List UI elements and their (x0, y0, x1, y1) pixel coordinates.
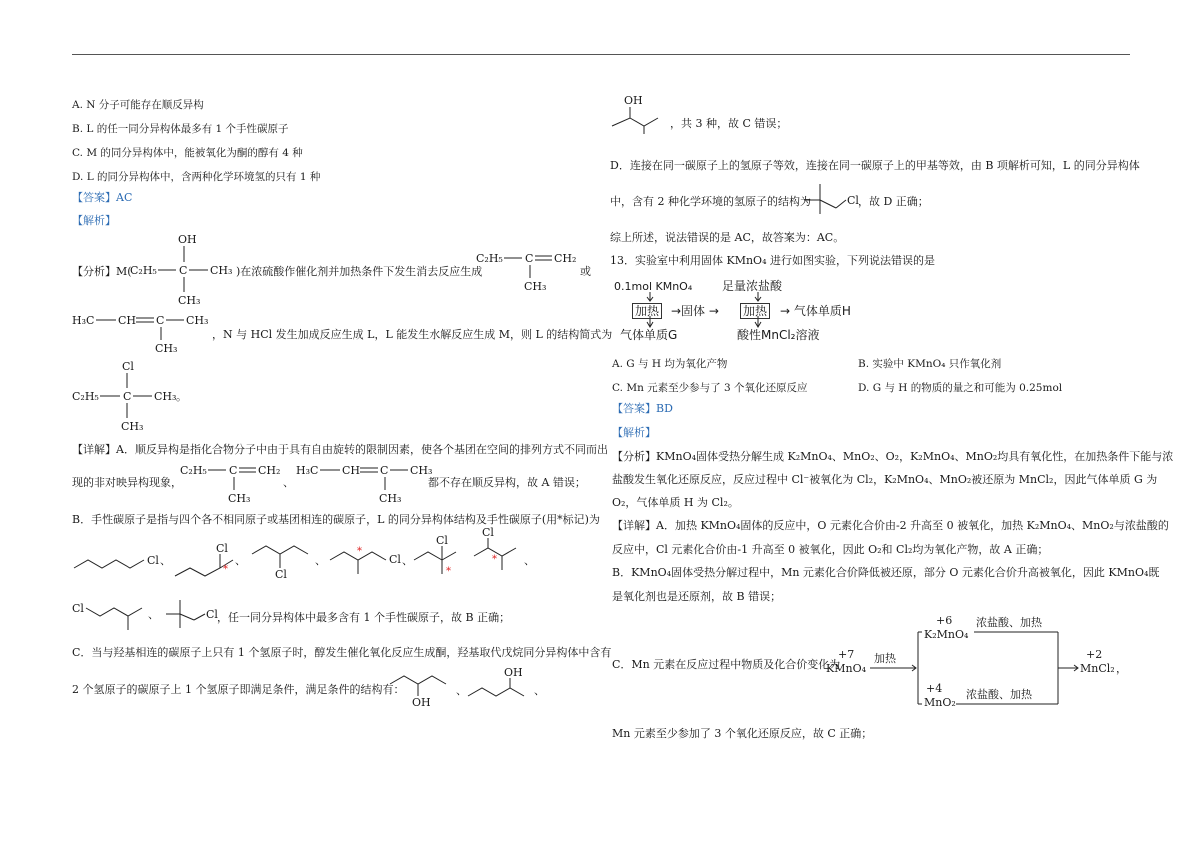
question-13: 13．实验室中利用固体 KMnO₄ 进行如图实验，下列说法错误的是 (610, 254, 935, 267)
svg-text:CH₃: CH₃ (524, 280, 547, 293)
q13-detail-c-prefix: C．Mn 元素在反应过程中物质及化合价变化为 (612, 658, 841, 671)
svg-text:、: 、 (456, 684, 467, 697)
svg-text:Cl: Cl (206, 608, 218, 621)
q13-option-b: B. 实验中 KMnO₄ 只作氧化剂 (858, 358, 1002, 370)
svg-text:、: 、 (235, 554, 246, 567)
flow-solution: 酸性MnCl₂溶液 (737, 328, 820, 342)
fenxi-tail: ，N 与 HCl 发生加成反应生成 L，L 能发生水解反应生成 M，则 L 的结构简式为 (212, 328, 613, 341)
structure-n1-small (178, 458, 288, 508)
q13-detail-a2: 反应中，Cl 元素化合价由-1 升高至 0 被氧化，因此 O₂和 Cl₂均为氧化产物，故 A 正确； (612, 543, 1049, 556)
structure-n1 (474, 244, 584, 294)
svg-text:CH₃: CH₃ (154, 390, 177, 403)
option-c: C. M 的同分异构体中，能被氧化为酮的醇有 4 种 (72, 147, 303, 159)
option-b: B. L 的任一同分异构体最多有 1 个手性碳原子 (72, 123, 289, 135)
alcohol-structure-3 (610, 92, 670, 134)
svg-text:，: ， (1116, 662, 1127, 675)
svg-text:Cl: Cl (389, 553, 401, 566)
svg-text:CH₃: CH₃ (228, 492, 251, 505)
flow-gas-h: → 气体单质H (780, 304, 851, 318)
svg-text:、: 、 (315, 554, 326, 567)
detail-b-line1: B．手性碳原子是指与四个各不相同原子或基团相连的碳原子，L 的同分异构体结构及手性碳原子(用*标记)为 (72, 513, 600, 526)
svg-text:CH₃: CH₃ (379, 492, 402, 505)
svg-text:浓盐酸、加热: 浓盐酸、加热 (966, 688, 1032, 701)
q13-detail-b1: B．KMnO₄固体受热分解过程中，Mn 元素化合价降低被还原，部分 O 元素化合价升高被氧化，因此 KMnO₄既 (612, 566, 1160, 579)
svg-text:C₂H₅: C₂H₅ (72, 390, 99, 403)
answer: 【答案】AC (72, 191, 133, 204)
svg-text:+7: +7 (838, 648, 855, 661)
structure-n2-small (296, 458, 436, 508)
detail-c-line1: C．当与羟基相连的碳原子上只有 1 个氢原子时，醇发生催化氧化反应生成酮，羟基取代戊烷同分异构体中含有 (72, 646, 612, 659)
svg-text:C₂H₅: C₂H₅ (130, 264, 157, 277)
svg-text:K₂MnO₄: K₂MnO₄ (924, 628, 969, 641)
svg-text:*: * (492, 554, 497, 565)
flow-heat-2: 加热 (740, 303, 770, 319)
flow-start: 0.1mol KMnO₄ (614, 280, 693, 293)
svg-text:+4: +4 (926, 682, 943, 695)
q13-fenxi-3: O₂，气体单质 H 为 Cl₂。 (612, 496, 739, 509)
svg-text:浓盐酸、加热: 浓盐酸、加热 (976, 616, 1042, 629)
svg-text:H₃C: H₃C (296, 464, 319, 477)
mn-valence-diagram (826, 612, 1132, 716)
svg-text:、: 、 (148, 608, 159, 621)
q13-answer: 【答案】BD (612, 402, 673, 415)
svg-text:Cl: Cl (275, 568, 287, 581)
detail-d-line1: D．连接在同一碳原子上的氢原子等效，连接在同一碳原子上的甲基等效，由 B 项解析可知，L 的同分异构体 (610, 159, 1140, 172)
svg-text:CH₃: CH₃ (121, 420, 144, 433)
svg-text:+2: +2 (1086, 648, 1103, 661)
svg-text:MnCl₂: MnCl₂ (1080, 662, 1115, 675)
analysis-tag: 【解析】 (72, 214, 116, 227)
option-a: A. N 分子可能存在顺反异构 (72, 99, 204, 111)
svg-text:C: C (156, 314, 165, 327)
fenxi-mid: )在浓硫酸作催化剂并加热条件下发生消去反应生成 (236, 265, 483, 278)
svg-text:、: 、 (160, 554, 171, 567)
svg-text:OH: OH (412, 696, 431, 709)
svg-text:加热: 加热 (874, 652, 896, 665)
fenxi-end: 。 (176, 390, 187, 403)
svg-text:Cl: Cl (72, 602, 84, 615)
detail-a-line1: 【详解】A．顺反异构是指化合物分子中由于具有自由旋转的限制因素，使各个基团在空间的排列方式不同而出 (72, 443, 608, 456)
structure-m (128, 232, 238, 312)
svg-text:CH₃: CH₃ (410, 464, 433, 477)
svg-text:*: * (357, 546, 362, 557)
q13-detail-a1: 【详解】A．加热 KMnO₄固体的反应中，O 元素化合价由-2 升高至 0 被氧化，加热 K₂MnO₄、MnO₂与浓盐酸的 (612, 519, 1169, 532)
structure-l (72, 358, 192, 438)
q13-option-d: D. G 与 H 的物质的量之和可能为 0.25mol (858, 382, 1063, 394)
svg-text:、: 、 (402, 554, 413, 567)
svg-text:*: * (446, 566, 451, 577)
svg-text:C₂H₅: C₂H₅ (180, 464, 207, 477)
svg-text:Cl: Cl (436, 534, 448, 547)
svg-text:CH: CH (118, 314, 137, 327)
detail-a-line3: 都不存在顺反异构，故 A 错误； (428, 476, 586, 489)
svg-text:+6: +6 (936, 614, 953, 627)
detail-d-line2a: 中，含有 2 种化学环境的氢原子的结构为 (610, 195, 811, 208)
fenxi-prefix: 【分析】M( (72, 265, 132, 278)
detail-d-line2b: ，故 D 正确； (858, 195, 929, 208)
q13-analysis-tag: 【解析】 (612, 426, 656, 439)
svg-text:*: * (223, 564, 228, 575)
flow-heat-1: 加热 (632, 303, 662, 319)
detail-c-line2: 2 个氢原子的碳原子上 1 个氢原子即满足条件，满足条件的结构有： (72, 683, 405, 696)
isomer-row-1 (72, 526, 542, 587)
svg-text:OH: OH (624, 94, 643, 107)
svg-text:CH₃: CH₃ (155, 342, 178, 355)
q13-fenxi-2: 盐酸发生氧化还原反应，反应过程中 Cl⁻被氧化为 Cl₂，K₂MnO₄、MnO₂被还原为 MnCl₂，因此气体单质 G 为 (612, 473, 1158, 486)
q13-detail-c-end: Mn 元素至少参加了 3 个氧化还原反应，故 C 正确； (612, 727, 873, 740)
c-continuation: ，共 3 种，故 C 错误； (670, 117, 788, 130)
header-rule (72, 54, 1130, 55)
flow-solid: →固体 → (671, 304, 719, 318)
svg-text:CH: CH (342, 464, 361, 477)
alcohol-structures (388, 666, 548, 710)
svg-text:C: C (229, 464, 238, 477)
fenxi-or: 或 (580, 265, 591, 278)
q13-fenxi-1: 【分析】KMnO₄固体受热分解生成 K₂MnO₄、MnO₂、O₂，K₂MnO₄、MnO₂均具有氧化性，在加热条件下能与浓 (612, 450, 1174, 463)
svg-text:、: 、 (524, 554, 535, 567)
svg-text:Cl: Cl (482, 526, 494, 539)
svg-text:Cl: Cl (122, 360, 134, 373)
q13-option-c: C. Mn 元素至少参与了 3 个氧化还原反应 (612, 382, 808, 394)
svg-text:CH₂: CH₂ (258, 464, 281, 477)
svg-text:CH₃: CH₃ (186, 314, 209, 327)
option-d: D. L 的同分异构体中，含两种化学环境氢的只有 1 种 (72, 171, 321, 183)
svg-text:H₃C: H₃C (72, 314, 95, 327)
svg-text:、: 、 (534, 684, 545, 697)
svg-text:Cl: Cl (847, 194, 859, 207)
flow-reagent: 足量浓盐酸 (722, 279, 783, 293)
sep-a: 、 (283, 476, 294, 489)
svg-text:C: C (525, 252, 534, 265)
isomer-row-2 (72, 590, 232, 630)
svg-text:OH: OH (504, 666, 523, 679)
q13-option-a: A. G 与 H 均为氧化产物 (612, 358, 728, 370)
svg-text:C: C (179, 264, 188, 277)
summary: 综上所述，说法错误的是 AC，故答案为：AC。 (610, 231, 845, 244)
flow-gas-g: 气体单质G (620, 328, 678, 342)
svg-text:C₂H₅: C₂H₅ (476, 252, 503, 265)
svg-text:OH: OH (178, 233, 197, 246)
svg-text:MnO₂: MnO₂ (924, 696, 956, 709)
svg-text:CH₃: CH₃ (178, 294, 201, 307)
svg-text:C: C (123, 390, 132, 403)
q13-detail-b2: 是氧化剂也是还原剂，故 B 错误； (612, 590, 782, 603)
svg-text:CH₂: CH₂ (554, 252, 577, 265)
svg-text:Cl: Cl (216, 542, 228, 555)
detail-b-end: ，任一同分异构体中最多含有 1 个手性碳原子，故 B 正确； (217, 611, 511, 624)
svg-text:KMnO₄: KMnO₄ (826, 662, 866, 675)
svg-text:Cl: Cl (147, 554, 159, 567)
svg-text:C: C (380, 464, 389, 477)
detail-a-line2: 现的非对映异构现象， (72, 476, 182, 489)
structure-n2 (72, 308, 222, 358)
svg-text:CH₃: CH₃ (210, 264, 233, 277)
